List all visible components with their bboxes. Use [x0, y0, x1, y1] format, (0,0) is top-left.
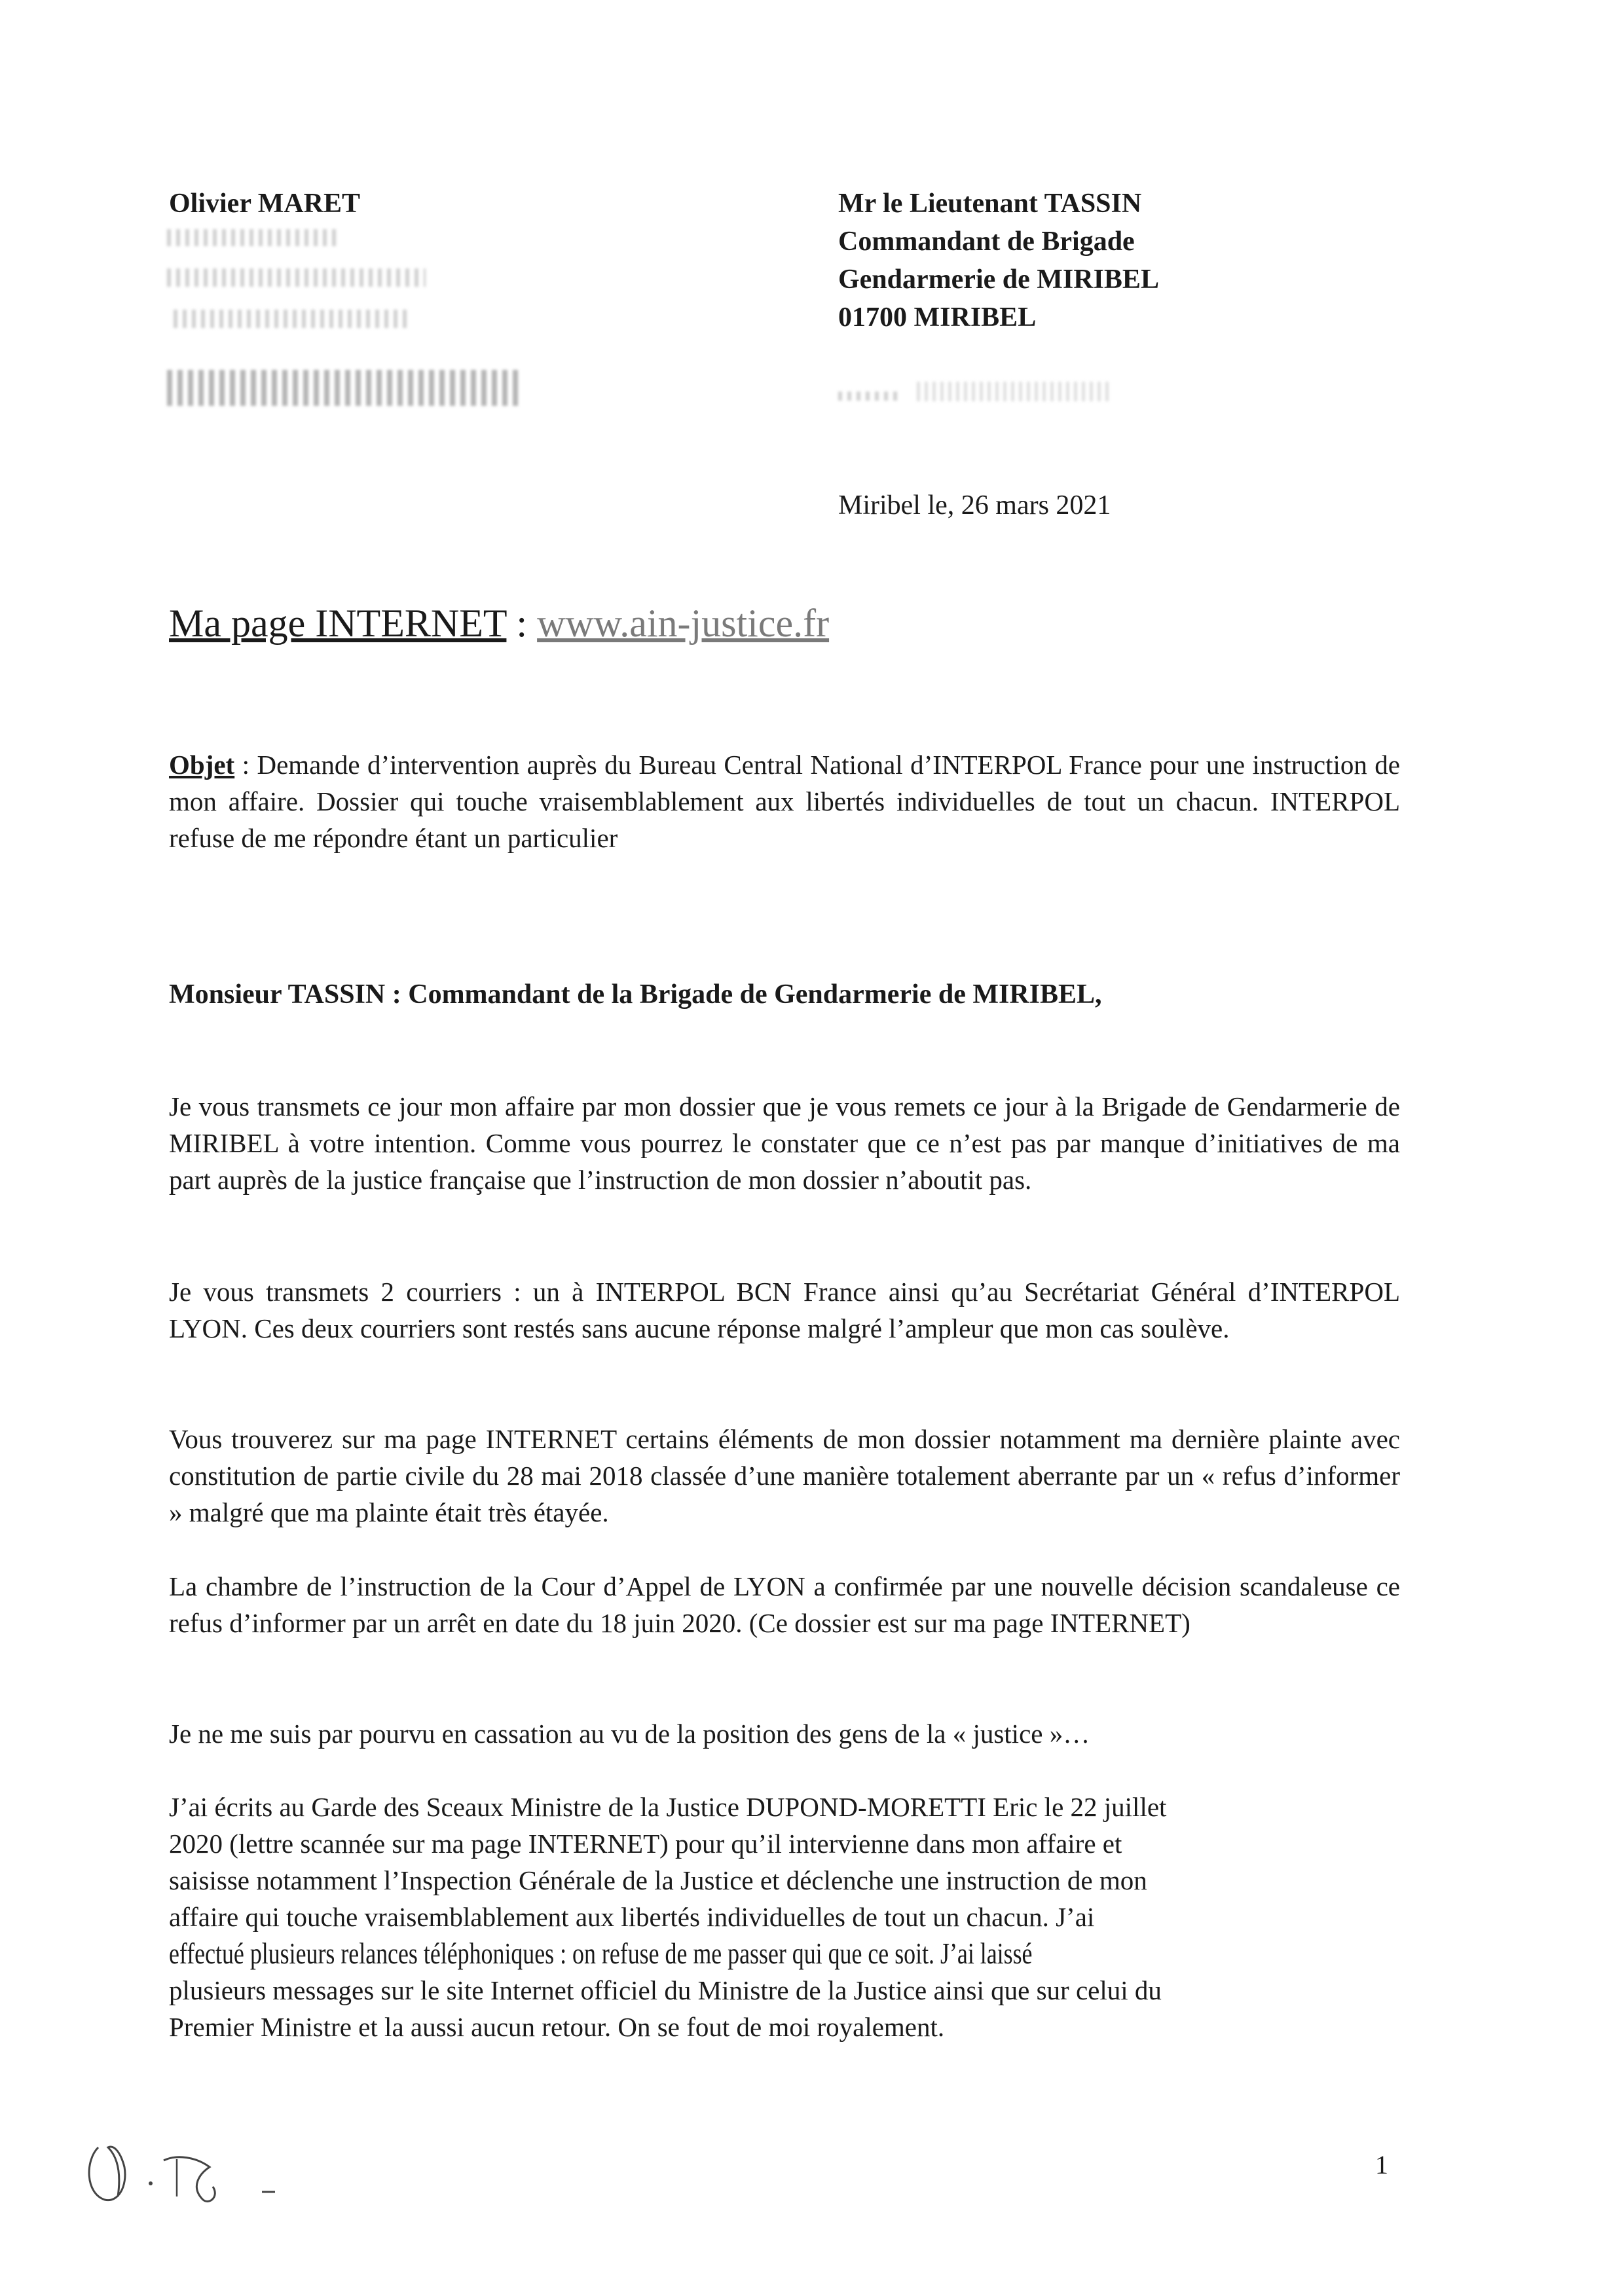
- page-number: 1: [1375, 2150, 1388, 2179]
- body-paragraph: Vous trouverez sur ma page INTERNET certains éléments de mon dossier notamment ma dernière plainte avec constitution de partie civile du 28 mai 2018 classée d’une manière totalement aberrante par un « refus d’informer » malgré que ma plainte était très étayée.: [169, 1424, 1400, 1527]
- recipient-line: Gendarmerie de MIRIBEL: [838, 264, 1159, 295]
- body-paragraph: Je ne me suis par pourvu en cassation au vu de la position des gens de la « justice »…: [169, 1719, 1090, 1749]
- last-paragraph: [169, 1789, 1400, 2045]
- subject-text: : Demande d’intervention auprès du Bureau Central National d’INTERPOL France pour une instruction de mon affaire. Dossier qui touche vraisemblablement aux libertés individuelles de tout un chacun. INTERPOL refuse de me répondre étant un particulier: [169, 750, 1400, 853]
- redacted-sender-address: [167, 226, 455, 416]
- recipient-line: 01700 MIRIBEL: [838, 302, 1037, 333]
- recipient-line: Commandant de Brigade: [838, 227, 1135, 257]
- handwritten-initials: [79, 2134, 295, 2213]
- subject-label: Objet: [169, 750, 235, 780]
- paragraph-line: plusieurs messages sur le site Internet officiel du Ministre de la Justice ainsi que sur celui du: [169, 1975, 1162, 2005]
- website-line: [169, 601, 829, 646]
- paragraph-line: saisisse notamment l’Inspection Générale de la Justice et déclenche une instruction de mon: [169, 1865, 1147, 1895]
- paragraph-line: 2020 (lettre scannée sur ma page INTERNET) pour qu’il intervienne dans mon affaire et: [169, 1829, 1122, 1859]
- paragraph-line: Premier Ministre et la aussi aucun retour. On se fout de moi royalement.: [169, 2012, 945, 2042]
- paragraph-line: J’ai écrits au Garde des Sceaux Ministre de la Justice DUPOND-MORETTI Eric le 22 juillet: [169, 1792, 1167, 1822]
- recipient-line: Mr le Lieutenant TASSIN: [838, 189, 1142, 219]
- paragraph-line: affaire qui touche vraisemblablement aux libertés individuelles de tout un chacun. J’ai: [169, 1902, 1095, 1932]
- recipient-block: [838, 185, 1159, 337]
- website-separator: :: [506, 602, 538, 645]
- date-line: Miribel le, 26 mars 2021: [838, 490, 1111, 520]
- body-paragraph: Je vous transmets 2 courriers : un à INTERPOL BCN France ainsi qu’au Secrétariat Général d’INTERPOL LYON. Ces deux courriers sont restés sans aucune réponse malgré l’ampleur que mon cas soulève.: [169, 1277, 1400, 1343]
- subject-paragraph: [169, 746, 1400, 856]
- sender-name: Olivier MARET: [169, 189, 361, 219]
- condensed-line: effectué plusieurs relances téléphoniques : on refuse de me passer qui que ce soit. J’ai laissé: [169, 1937, 1033, 1970]
- body-paragraph: Je vous transmets ce jour mon affaire par mon dossier que je vous remets ce jour à la Brigade de Gendarmerie de MIRIBEL à votre intention. Comme vous pourrez le constater que ce n’est pas par manque d’initiatives de ma part auprès de la justice française que l’instruction de mon dossier n’aboutit pas.: [169, 1091, 1400, 1195]
- redacted-stamp: [838, 378, 1126, 411]
- website-label: Ma page INTERNET: [169, 602, 507, 645]
- body-paragraph: La chambre de l’instruction de la Cour d’Appel de LYON a confirmée par une nouvelle décision scandaleuse ce refus d’informer par un arrêt en date du 18 juin 2020. (Ce dossier est sur ma page INTERNET): [169, 1571, 1400, 1638]
- greeting: Monsieur TASSIN : Commandant de la Brigade de Gendarmerie de MIRIBEL,: [169, 979, 1102, 1010]
- website-link[interactable]: www.ain-justice.fr: [537, 602, 830, 645]
